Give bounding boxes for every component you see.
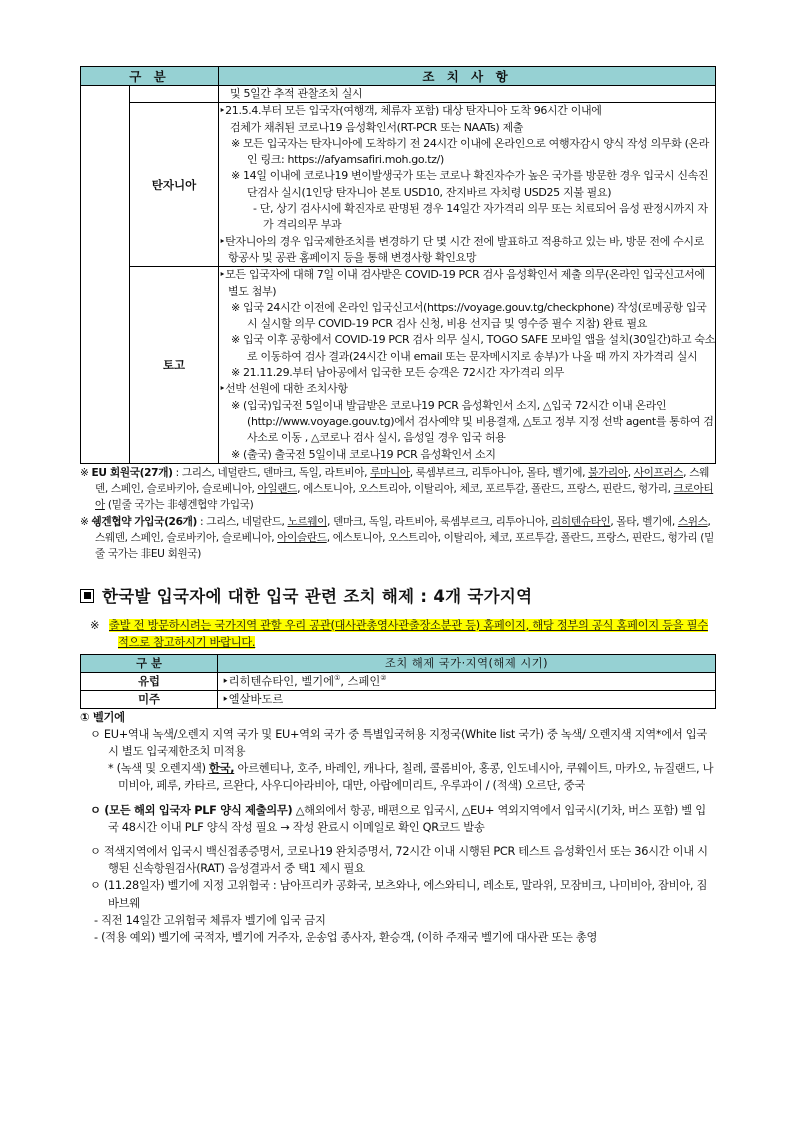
note-text: , — [627, 466, 634, 479]
underlined-country: 아일랜드 — [257, 483, 298, 496]
continued-measure-cell — [219, 86, 716, 103]
underlined-country: 루마니아 — [370, 466, 410, 479]
subnote-text: 아르헨티나, 호주, 바레인, 캐나다, 칠레, 콜롬비아, 홍콩, 인도네시아, 쿠웨이트, 마카오, 뉴질랜드, 나미비아, 페루, 카타르, 르완다, 사우디아라비아, 대만, 아랍에미리트, 우루과이 / (적색) 오르단, 중국 — [118, 762, 714, 793]
schengen-note: ※ 쉥겐협약 가입국(26개) : 그리스, 네덜란드, 노르웨이, 덴마크, 독일, 라트비아, 룩셈부르크, 리투아니아, 리히텐슈타인, 몰타, 벨기에, 스위스, 스웨덴, 스페인, 슬로바키아, 슬로베니아, 아이슬란드, 에스토니아, 오스트리아, 이탈리아, 체코, 포르투갈, 폴란드, 프랑스, 핀란드, 헝가리 (밑줄 국가는 非EU 회원국) — [80, 515, 714, 561]
underlined-country: 리히텐슈타인 — [551, 515, 611, 528]
measure-line: ※ 14일 이내에 코로나19 변이발생국가 또는 코로나 확진자수가 높은 국가를 방문한 경우 입국시 신속진단검사 실시(1인당 탄자니아 본토 USD10, 잔지바르 자치령 USD25 지불 필요) — [231, 169, 709, 199]
measure-line: ‣탄자니아의 경우 입국제한조치를 변경하기 단 몇 시간 전에 발표하고 적용하고 있는 바, 방문 전에 수시로 항공사 및 공관 홈페이지 등을 통해 변경사항 확인요망 — [219, 234, 704, 264]
korea-highlight: 한국, — [209, 762, 235, 776]
underlined-country: 노르웨이 — [287, 515, 328, 528]
country-list: ‣리히텐슈타인, 벨기에 — [222, 675, 335, 689]
belgium-paragraph: ㅇ (11.28일자) 벨기에 지정 고위험국 : 남아프리카 공화국, 보츠와나, 에스와티니, 레소토, 말라위, 모잠비크, 나미비아, 잠비아, 짐바브웨 — [90, 879, 708, 910]
note-text: , 스웨덴, 스페인, 슬로바키아, 슬로베니아, — [95, 515, 711, 545]
plf-text: △해외에서 항공, 배편으로 입국시, △EU+ 역외지역에서 입국시(기차, 버스 포함) 벨 입국 48시간 이내 PLF 양식 작성 필요 → 작성 완료시 이메일로 확인 QR코드 발송 — [108, 803, 706, 834]
subnote-text: * (녹색 및 오렌지색) — [108, 762, 210, 776]
table-row — [81, 103, 716, 267]
measures-table — [80, 66, 716, 464]
footnote-mark: ② — [380, 674, 387, 683]
americas-countries — [218, 690, 716, 708]
belgium-dash-item: - 직전 14일간 고위험국 체류자 벨기에 입국 금지 — [94, 913, 326, 927]
schengen-label: 쉥겐협약 가입국(26개) — [91, 515, 197, 528]
europe-countries — [218, 672, 716, 690]
measure-line: ※ (출국) 출국전 5일이내 코로나19 PCR 음성확인서 소지 — [231, 447, 496, 461]
measure-line: ※ 모든 입국자는 탄자니아에 도착하기 전 24시간 이내에 온라인으로 여행자감시 양식 작성 의무화 (온라인 링크: https://afyamsafiri.moh.go.tz/) — [231, 136, 710, 167]
country-list: , 스페인 — [340, 675, 381, 689]
measure-line: - 단, 상기 검사시에 확진자로 판명된 경우 14일간 자가격리 의무 또는 치료되어 음성 판정시까지 자가 격리의무 부과 — [253, 202, 708, 232]
section-title-text: 한국발 입국자에 대한 입국 관련 조치 해제 : 4개 국가지역 — [102, 586, 533, 606]
membership-notes — [80, 465, 716, 563]
page — [80, 66, 716, 946]
country-list: ‣엘살바도르 — [222, 693, 284, 707]
belgium-heading: ① 벨기에 — [80, 710, 125, 724]
warning-note — [90, 617, 716, 651]
note-text: , 덴마크, 독일, 라트비아, 룩셈부르크, 리투아니아, — [327, 515, 552, 528]
footnote-mark: ① — [334, 674, 341, 683]
region-americas: 미주 — [81, 690, 218, 708]
underlined-country: 크로아티아 — [95, 483, 714, 512]
tanzania-measures — [219, 103, 716, 267]
table-row — [81, 267, 716, 464]
continued-line: 및 5일간 추적 관찰조치 실시 — [230, 87, 363, 100]
plf-label: ㅇ (모든 해외 입국자 PLF 양식 제출의무) — [90, 803, 293, 817]
region-europe: 유럽 — [81, 672, 218, 690]
lift-header-category: 구 분 — [81, 654, 218, 672]
warning-mark: ※ — [90, 618, 100, 632]
lift-table — [80, 654, 716, 709]
togo-measures — [219, 267, 716, 464]
warning-text: 출발 전 방문하시려는 국가지역 관할 우리 공관(대사관총영사관출장소분관 등) 홈페이지, 해당 정부의 공식 홈페이지 등을 필수적으로 참고하시기 바랍니다. — [109, 618, 708, 649]
belgium-paragraph: ㅇ EU+역내 녹색/오렌지 지역 국가 및 EU+역외 국가 중 특별입국허용 지정국(White list 국가) 중 녹색/ 오렌지색 지역*에서 입국 시 별도 입국제한조치 미적용 — [90, 727, 707, 759]
measure-line: ※ (입국)입국전 5일이내 발급받은 코로나19 PCR 음성확인서 소지, △입국 72시간 이내 온라인(http://www.voyage.gouv.tg)에서 검사예약 및 비용결재, △토고 정부 지정 선박 agent를 통하여 검사소로 이동 , △코로나 검사 실시, 음성일 경우 입국 허용 — [231, 398, 714, 445]
region-cell-blank — [81, 86, 130, 464]
note-text: , 몰타, 벨기에, — [610, 515, 678, 528]
table-row — [81, 690, 716, 708]
note-text: , 스웨덴, 스페인, 슬로바키아, 슬로베니아, — [95, 466, 709, 496]
underlined-country: 스위스 — [677, 515, 708, 528]
section-title — [80, 583, 716, 607]
note-text: , 에스토니아, 오스트리아, 이탈리아, 체코, 포르투갈, 폴란드, 프랑스, 핀란드, 헝가리, — [297, 483, 674, 496]
country-togo: 토고 — [130, 267, 219, 464]
measure-line: ‣모든 입국자에 대해 7일 이내 검사받은 COVID-19 PCR 검사 음성확인서 제출 의무(온라인 입국신고서에 별도 첨부) — [219, 268, 705, 298]
note-text: , 룩셈부르크, 리투아니아, 몰타, 벨기에, — [409, 466, 589, 479]
belgium-paragraph — [80, 802, 716, 836]
underlined-country: 사이프러스 — [633, 466, 684, 479]
measure-line: 검체가 채취된 코로나19 음성확인서(RT-PCR 또는 NAATs) 제출 — [230, 120, 524, 134]
eu-label: EU 회원국(27개) — [91, 466, 173, 479]
underlined-country: 아이슬란드 — [277, 532, 327, 545]
eu-note: ※ EU 회원국(27개) : 그리스, 네덜란드, 덴마크, 독일, 라트비아, 루마니아, 룩셈부르크, 리투아니아, 몰타, 벨기에, 불가리아, 사이프러스, 스웨덴, 스페인, 슬로바키아, 슬로베니아, 아일랜드, 에스토니아, 오스트리아, 이탈리아, 체코, 포르투갈, 폴란드, 프랑스, 핀란드, 헝가리, 크로아티아 (밑줄 국가는 非쉥겐협약 가입국) — [80, 466, 714, 512]
belgium-section — [80, 709, 716, 947]
continued-country-cell — [130, 86, 219, 103]
underlined-country: 불가리아 — [588, 466, 628, 479]
country-tanzania: 탄자니아 — [130, 103, 219, 267]
measure-line: ※ 21.11.29.부터 남아공에서 입국한 모든 승객은 72시간 자가격리 의무 — [231, 366, 565, 380]
lift-header-countries: 조치 해제 국가·지역(해제 시기) — [218, 654, 716, 672]
belgium-paragraph: ㅇ 적색지역에서 입국시 백신접종증명서, 코로나19 완치증명서, 72시간 이내 시행된 PCR 테스트 음성확인서 또는 36시간 이내 시행된 신속항원검사(RAT) 음성결과서 중 택1 제시 필요 — [90, 845, 708, 876]
measure-line: ‣21.5.4.부터 모든 입국자(여행객, 체류자 포함) 대상 탄자니아 도착 96시간 이내에 — [219, 104, 602, 118]
table-header-category: 구 분 — [81, 67, 219, 86]
measure-line: ‣선박 선원에 대한 조치사항 — [219, 382, 348, 396]
table-row — [81, 672, 716, 690]
measure-line: ※ 입국 24시간 이전에 온라인 입국신고서(https://voyage.gouv.tg/checkphone) 작성(로메공항 입국시 실시할 의무 COVID-19 PCR 검사 신청, 비용 선지급 및 영수증 필수 지참) 완료 필요 — [231, 300, 707, 331]
square-bullet-icon — [80, 589, 94, 603]
measure-line: ※ 입국 이후 공항에서 COVID-19 PCR 검사 의무 실시, TOGO SAFE 모바일 앱을 설치(30일간)하고 숙소로 이동하여 검사 결과(24시간 이내 email 또는 문자메시지로 송부)가 나올 때 까지 자가격리 실시 — [231, 333, 715, 363]
note-text: : 그리스, 네덜란드, 덴마크, 독일, 라트비아, — [172, 466, 371, 479]
belgium-dash-item: - (적용 예외) 벨기에 국적자, 벨기에 거주자, 운송업 종사자, 환승객, (이하 주재국 벨기에 대사관 또는 총영 — [94, 931, 598, 945]
note-text: : 그리스, 네덜란드, — [196, 515, 288, 528]
note-text: , 에스토니아, 오스트리아, 이탈리아, 체코, 포르투갈, 폴란드, 프랑스, 핀란드, 헝가리 (밑줄 국가는 非EU 회원국) — [95, 532, 714, 561]
table-header-measures: 조 치 사 항 — [219, 67, 716, 86]
belgium-subnote — [80, 760, 716, 794]
note-text: (밑줄 국가는 非쉥겐협약 가입국) — [104, 499, 254, 512]
